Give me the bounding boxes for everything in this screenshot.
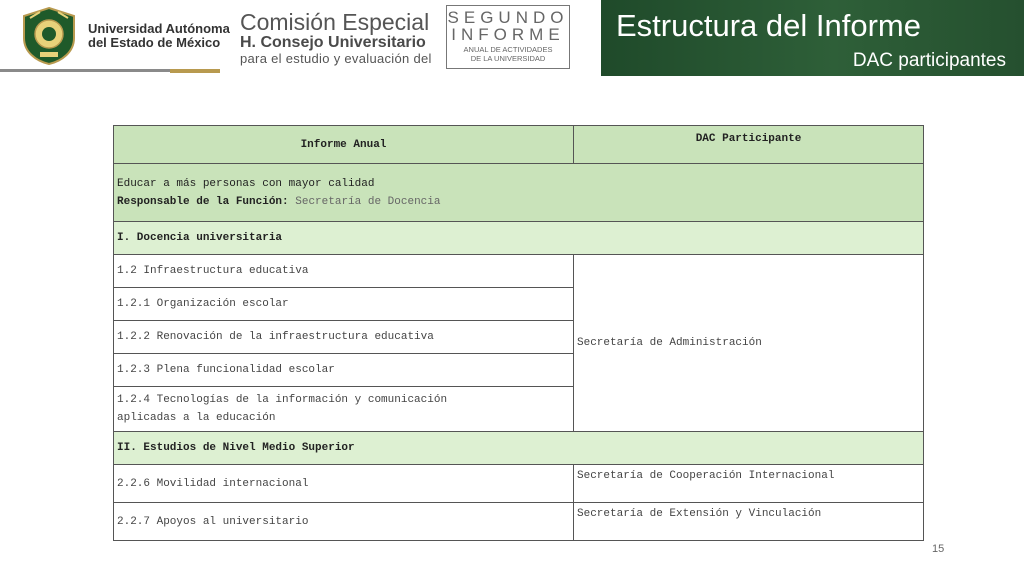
segundo-informe-logo xyxy=(446,5,570,69)
table-row xyxy=(114,503,924,541)
report-structure-table xyxy=(113,125,924,541)
comision-line1: Comisión Especial xyxy=(240,9,430,35)
header-divider xyxy=(0,69,170,72)
item-cell xyxy=(114,387,574,432)
section-row xyxy=(114,432,924,465)
item-cell: 2.2.6 Movilidad internacional xyxy=(114,465,574,503)
dac-cell-administracion: Secretaría de Administración xyxy=(574,255,924,432)
function-row xyxy=(114,164,924,222)
comision-logo xyxy=(240,10,432,66)
slide-title: Estructura del Informe xyxy=(616,8,921,43)
comision-line2: H. Consejo Universitario xyxy=(240,34,426,51)
item-cell: 1.2.1 Organización escolar xyxy=(114,288,574,321)
university-name-line2: del Estado de México xyxy=(88,35,221,50)
university-name xyxy=(88,22,230,50)
function-responsible-label: Responsable de la Función: xyxy=(117,195,289,208)
function-title: Educar a más personas con mayor calidad xyxy=(117,177,375,190)
page-number: 15 xyxy=(932,543,945,555)
comision-line3: para el estudio y evaluación del xyxy=(240,51,432,66)
dac-cell: Secretaría de Extensión y Vinculación xyxy=(574,503,924,541)
informe-line2: INFORME xyxy=(451,25,565,44)
function-responsible xyxy=(117,193,920,211)
function-cell xyxy=(114,164,924,222)
item-cell-line2: aplicadas a la educación xyxy=(117,412,276,424)
section-cell-1: I. Docencia universitaria xyxy=(114,222,924,255)
item-cell: 1.2 Infraestructura educativa xyxy=(114,255,574,288)
item-cell: 1.2.2 Renovación de la infraestructura educativa xyxy=(114,321,574,354)
informe-line1: SEGUNDO xyxy=(447,8,569,27)
dac-cell: Secretaría de Cooperación Internacional xyxy=(574,465,924,503)
item-cell-line1: 1.2.4 Tecnologías de la información y comunicación xyxy=(117,394,448,406)
header-divider-accent xyxy=(170,69,220,73)
university-crest-icon xyxy=(18,6,80,66)
informe-line4: DE LA UNIVERSIDAD xyxy=(470,54,546,63)
function-responsible-value: Secretaría de Docencia xyxy=(295,195,441,208)
university-name-line1: Universidad Autónoma xyxy=(88,21,230,36)
slide-header xyxy=(0,0,1024,76)
table-row xyxy=(114,255,924,288)
section-row xyxy=(114,222,924,255)
item-cell: 1.2.3 Plena funcionalidad escolar xyxy=(114,354,574,387)
col-header-informe: Informe Anual xyxy=(114,126,574,164)
section-cell-2: II. Estudios de Nivel Medio Superior xyxy=(114,432,924,465)
col-header-dac: DAC Participante xyxy=(574,126,924,164)
item-cell: 2.2.7 Apoyos al universitario xyxy=(114,503,574,541)
table-header-row xyxy=(114,126,924,164)
slide-subtitle: DAC participantes xyxy=(852,50,1006,71)
table-row xyxy=(114,465,924,503)
informe-line3: ANUAL DE ACTIVIDADES xyxy=(463,45,553,54)
